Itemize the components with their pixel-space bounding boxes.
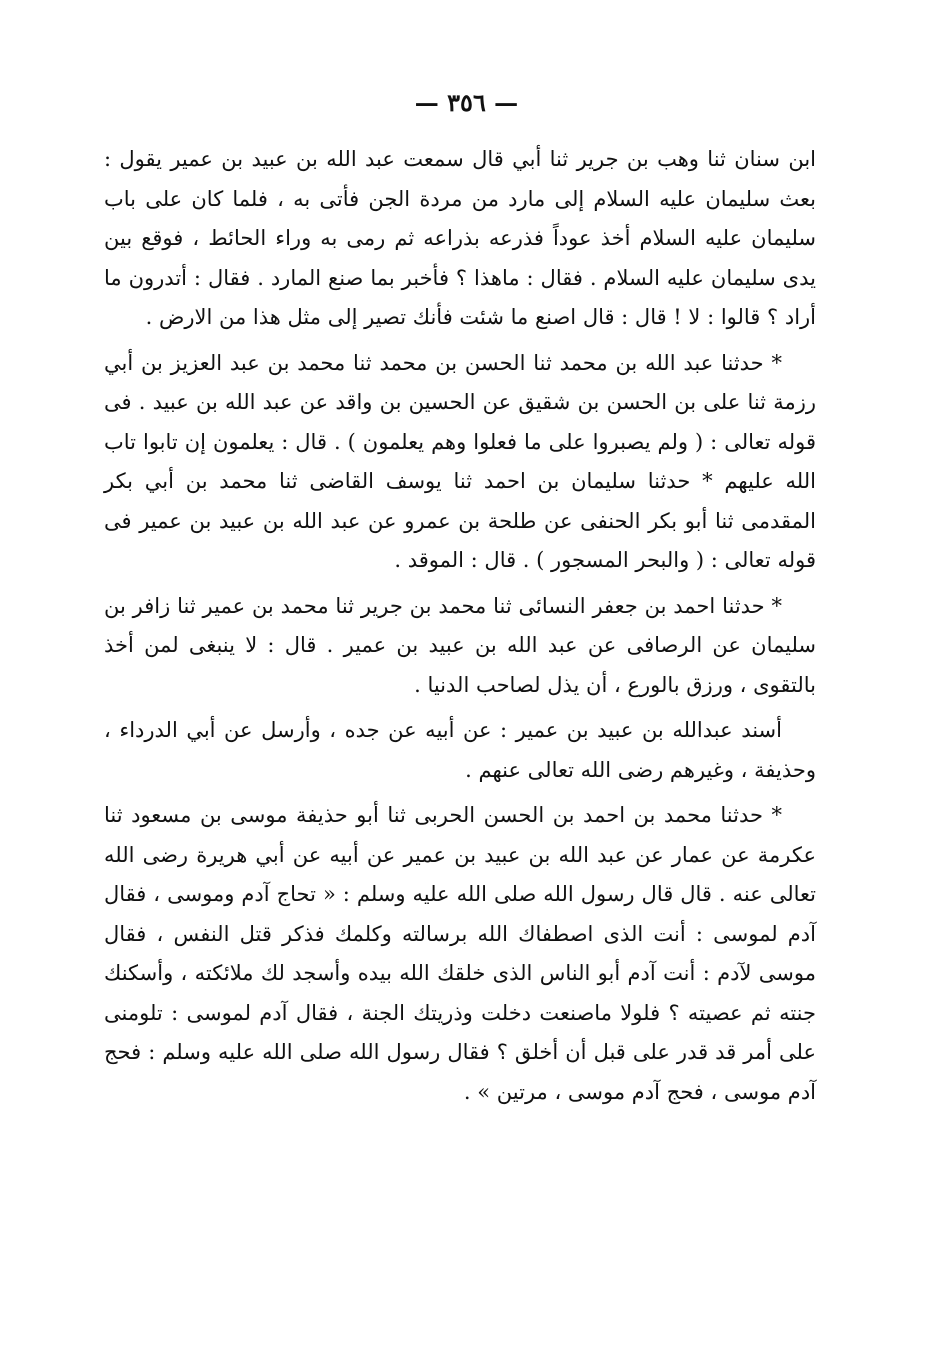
- paragraph-4: أسند عبدالله بن عبيد بن عمير : عن أبيه عن جده ، وأرسل عن أبي الدرداء ، وحذيفة ، وغيرهم رضى الله تعالى عنهم .: [104, 718, 816, 782]
- page-body: [104, 140, 816, 1118]
- paragraph-3: * حدثنا احمد بن جعفر النسائى ثنا محمد بن جرير ثنا محمد بن عمير ثنا زافر بن سليمان عن الرصافى عن عبد الله بن عبيد بن عمير . قال : لا ينبغى لمن أخذ بالتقوى ، ورزق بالورع ، أن يذل لصاحب الدنيا .: [104, 593, 816, 697]
- paragraph-2: * حدثنا عبد الله بن محمد ثنا الحسن بن محمد ثنا محمد بن عبد العزيز بن أبي رزمة ثنا على بن الحسن بن شقيق عن الحسين بن واقد عن عبد الله بن عبيد . فى قوله تعالى : ( ولم يصبروا على ما فعلوا وهم يعلمون ) . قال : يعلمون إن تابوا تاب الله عليهم * حدثنا سليمان بن احمد ثنا يوسف القاضى ثنا محمد بن أبي بكر المقدمى ثنا أبو بكر الحنفى عن طلحة بن عمرو عن عبد الله بن عبيد بن عمير فى قوله تعالى : ( والبحر المسجور ) . قال : الموقد .: [104, 350, 816, 572]
- paragraph-1: ابن سنان ثنا وهب بن جرير ثنا أبي قال سمعت عبد الله بن عبيد بن عمير يقول : بعث سليمان عليه السلام إلى مارد من مردة الجن فأتى به ، فلما كان على باب سليمان عليه السلام أخذ عوداً فذرعه بذراعه ثم رمى به وراء الحائط ، فوقع بين يدى سليمان عليه السلام . فقال : ماهذا ؟ فأخبر بما صنع المارد . فقال : أتدرون ما أراد ؟ قالوا : لا ! قال : قال اصنع ما شئت فأنك تصير إلى مثل هذا من الارض .: [104, 147, 816, 329]
- paragraph-5: * حدثنا محمد بن احمد بن الحسن الحربى ثنا أبو حذيفة موسى بن مسعود ثنا عكرمة عن عمار عن عبد الله بن عبيد بن عمير عن أبيه عن أبي هريرة رضى الله تعالى عنه . قال قال رسول الله صلى الله عليه وسلم : « تحاج آدم وموسى ، فقال آدم لموسى : أنت الذى اصطفاك الله برسالته وكلمك فذكر قتل النفس ، فقال موسى لآدم : أنت آدم أبو الناس الذى خلقك الله بيده وأسجد لك ملائكته ، وأسكنك جنته ثم عصيته ؟ فلولا ماصنعت دخلت وذريتك الجنة ، فقال آدم لموسى : تلومنى على أمر قد قدر على قبل أن أخلق ؟ فقال رسول الله صلى الله عليه وسلم : فحج آدم موسى ، فحج آدم موسى ، مرتين » .: [104, 803, 816, 1104]
- page-number: — ٣٥٦ —: [414, 88, 519, 117]
